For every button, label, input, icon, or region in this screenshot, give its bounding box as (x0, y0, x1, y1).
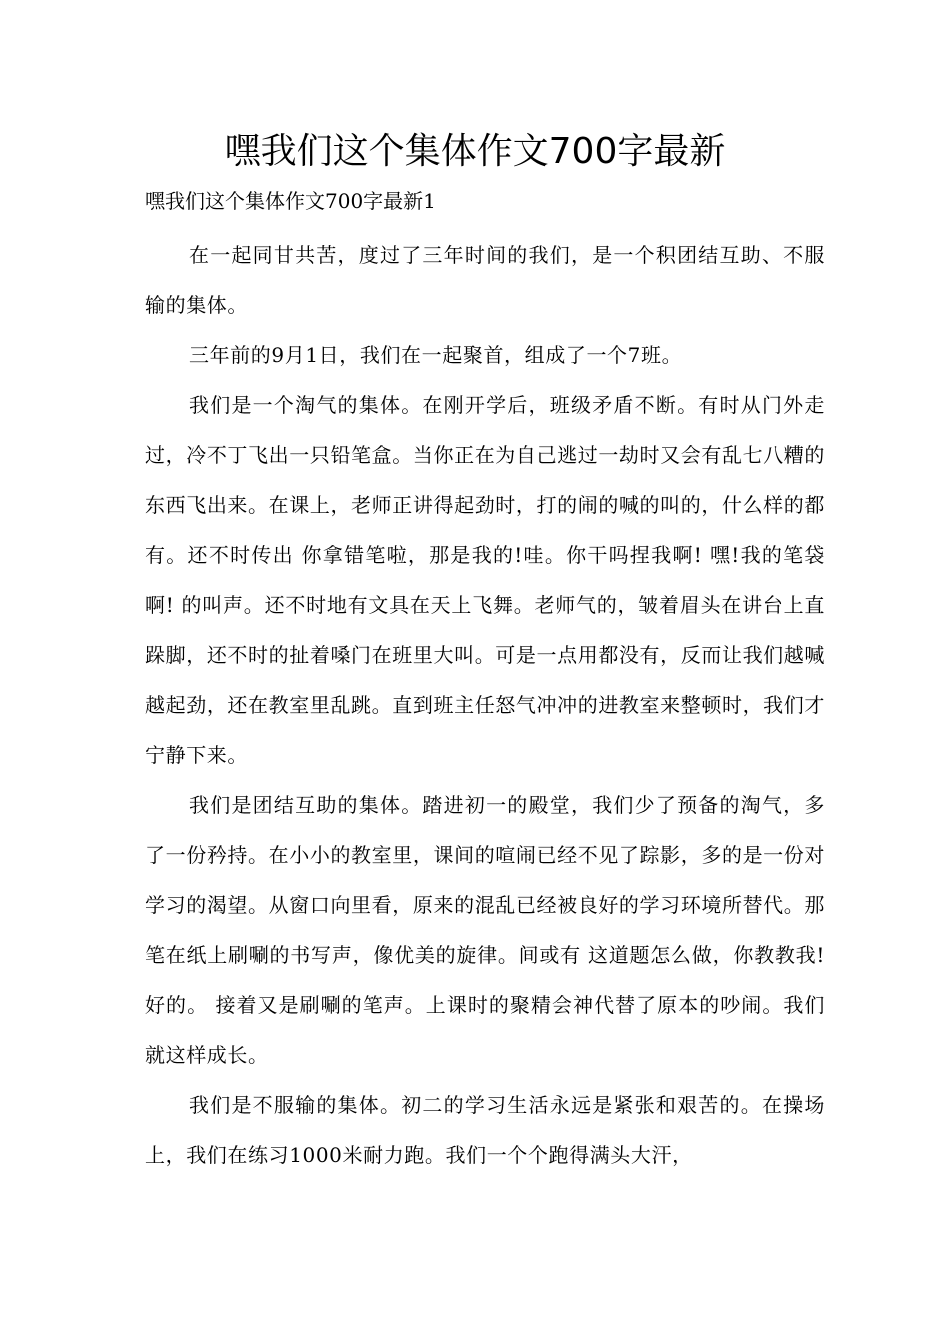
paragraph-naughty: 我们是一个淘气的集体。在刚开学后，班级矛盾不断。有时从门外走过，冷不丁飞出一只铅笔盒。当你正在为自己逃过一劫时又会有乱七八糟的东西飞出来。在课上，老师正讲得起劲时，打的闹的喊的叫的，什么样的都有。还不时传出 你拿错笔啦，那是我的!哇。你干吗捏我啊! 嘿!我的笔袋啊! 的叫声。还不时地有文具在天上飞舞。老师气的，皱着眉头在讲台上直跺脚，还不时的扯着嗓门在班里大叫。可是一点用都没有，反而让我们越喊越起劲，还在教室里乱跳。直到班主任怒气冲冲的进教室来整顿时，我们才宁静下来。 (145, 393, 825, 767)
paragraph-date: 三年前的9月1日，我们在一起聚首，组成了一个7班。 (189, 343, 683, 367)
document-title: 嘿我们这个集体作文700字最新 (224, 131, 726, 172)
document-subtitle: 嘿我们这个集体作文700字最新1 (145, 189, 436, 213)
paragraph-intro: 在一起同甘共苦，度过了三年时间的我们，是一个积团结互助、不服输的集体。 (145, 243, 825, 317)
document-body (145, 230, 825, 1180)
paragraph-united: 我们是团结互助的集体。踏进初一的殿堂，我们少了预备的淘气，多了一份矜持。在小小的教室里，课间的喧闹已经不见了踪影，多的是一份对学习的渴望。从窗口向里看，原来的混乱已经被良好的学习环境所替代。那笔在纸上刷唰的书写声，像优美的旋律。间或有 这道题怎么做，你教教我! 好的。 接着又是刷唰的笔声。上课时的聚精会神代替了原本的吵闹。我们就这样成长。 (145, 793, 825, 1067)
paragraph-persistent: 我们是不服输的集体。初二的学习生活永远是紧张和艰苦的。在操场上，我们在练习1000米耐力跑。我们一个个跑得满头大汗， (145, 1093, 825, 1167)
